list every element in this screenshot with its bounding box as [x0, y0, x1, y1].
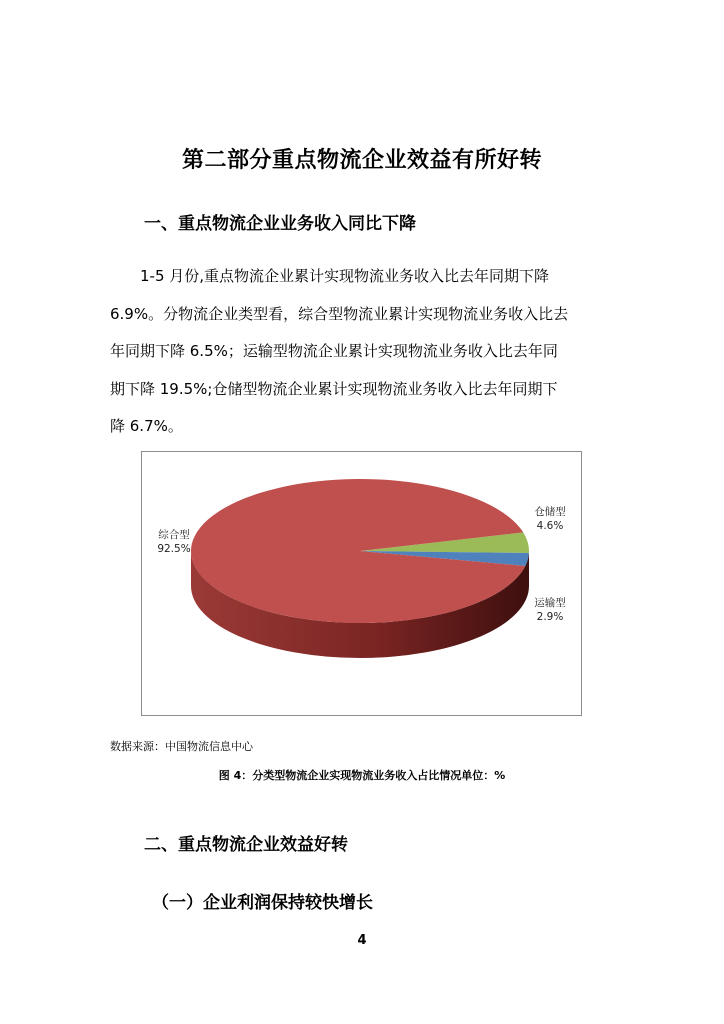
subsection-heading: （一）企业利润保持较快增长 — [152, 893, 373, 913]
paragraph-line: 期下降 19.5%;仓储型物流企业累计实现物流业务收入比去年同期下 — [110, 379, 558, 398]
page-title: 第二部分重点物流企业效益有所好转 — [181, 148, 542, 173]
section-heading-revenue: 一、重点物流企业业务收入同比下降 — [144, 214, 416, 234]
paragraph-line: 6.9%。分物流企业类型看，综合型物流业累计实现物流业务收入比去 — [110, 304, 569, 323]
page-number: 4 — [357, 933, 367, 948]
section-heading-profit: 二、重点物流企业效益好转 — [144, 835, 348, 855]
pie-label-warehouse: 仓储型 4.6% — [534, 506, 566, 532]
pie-label-transport: 运输型 2.9% — [534, 597, 566, 623]
figure-caption: 图 4：分类型物流企业实现物流业务收入占比情况单位：% — [218, 769, 506, 782]
paragraph-line: 年同期下降 6.5%；运输型物流企业累计实现物流业务收入比去年同 — [110, 342, 558, 360]
pie-chart — [142, 452, 581, 715]
paragraph-line: 降 6.7%。 — [110, 417, 183, 435]
pie-chart-frame — [141, 451, 582, 716]
data-source-note: 数据来源：中国物流信息中心 — [110, 740, 253, 753]
pie-label-integrated: 综合型 92.5% — [157, 529, 191, 555]
body-paragraph — [110, 258, 618, 446]
paragraph-line: 1-5 月份,重点物流企业累计实现物流业务收入比去年同期下降 — [140, 267, 550, 285]
